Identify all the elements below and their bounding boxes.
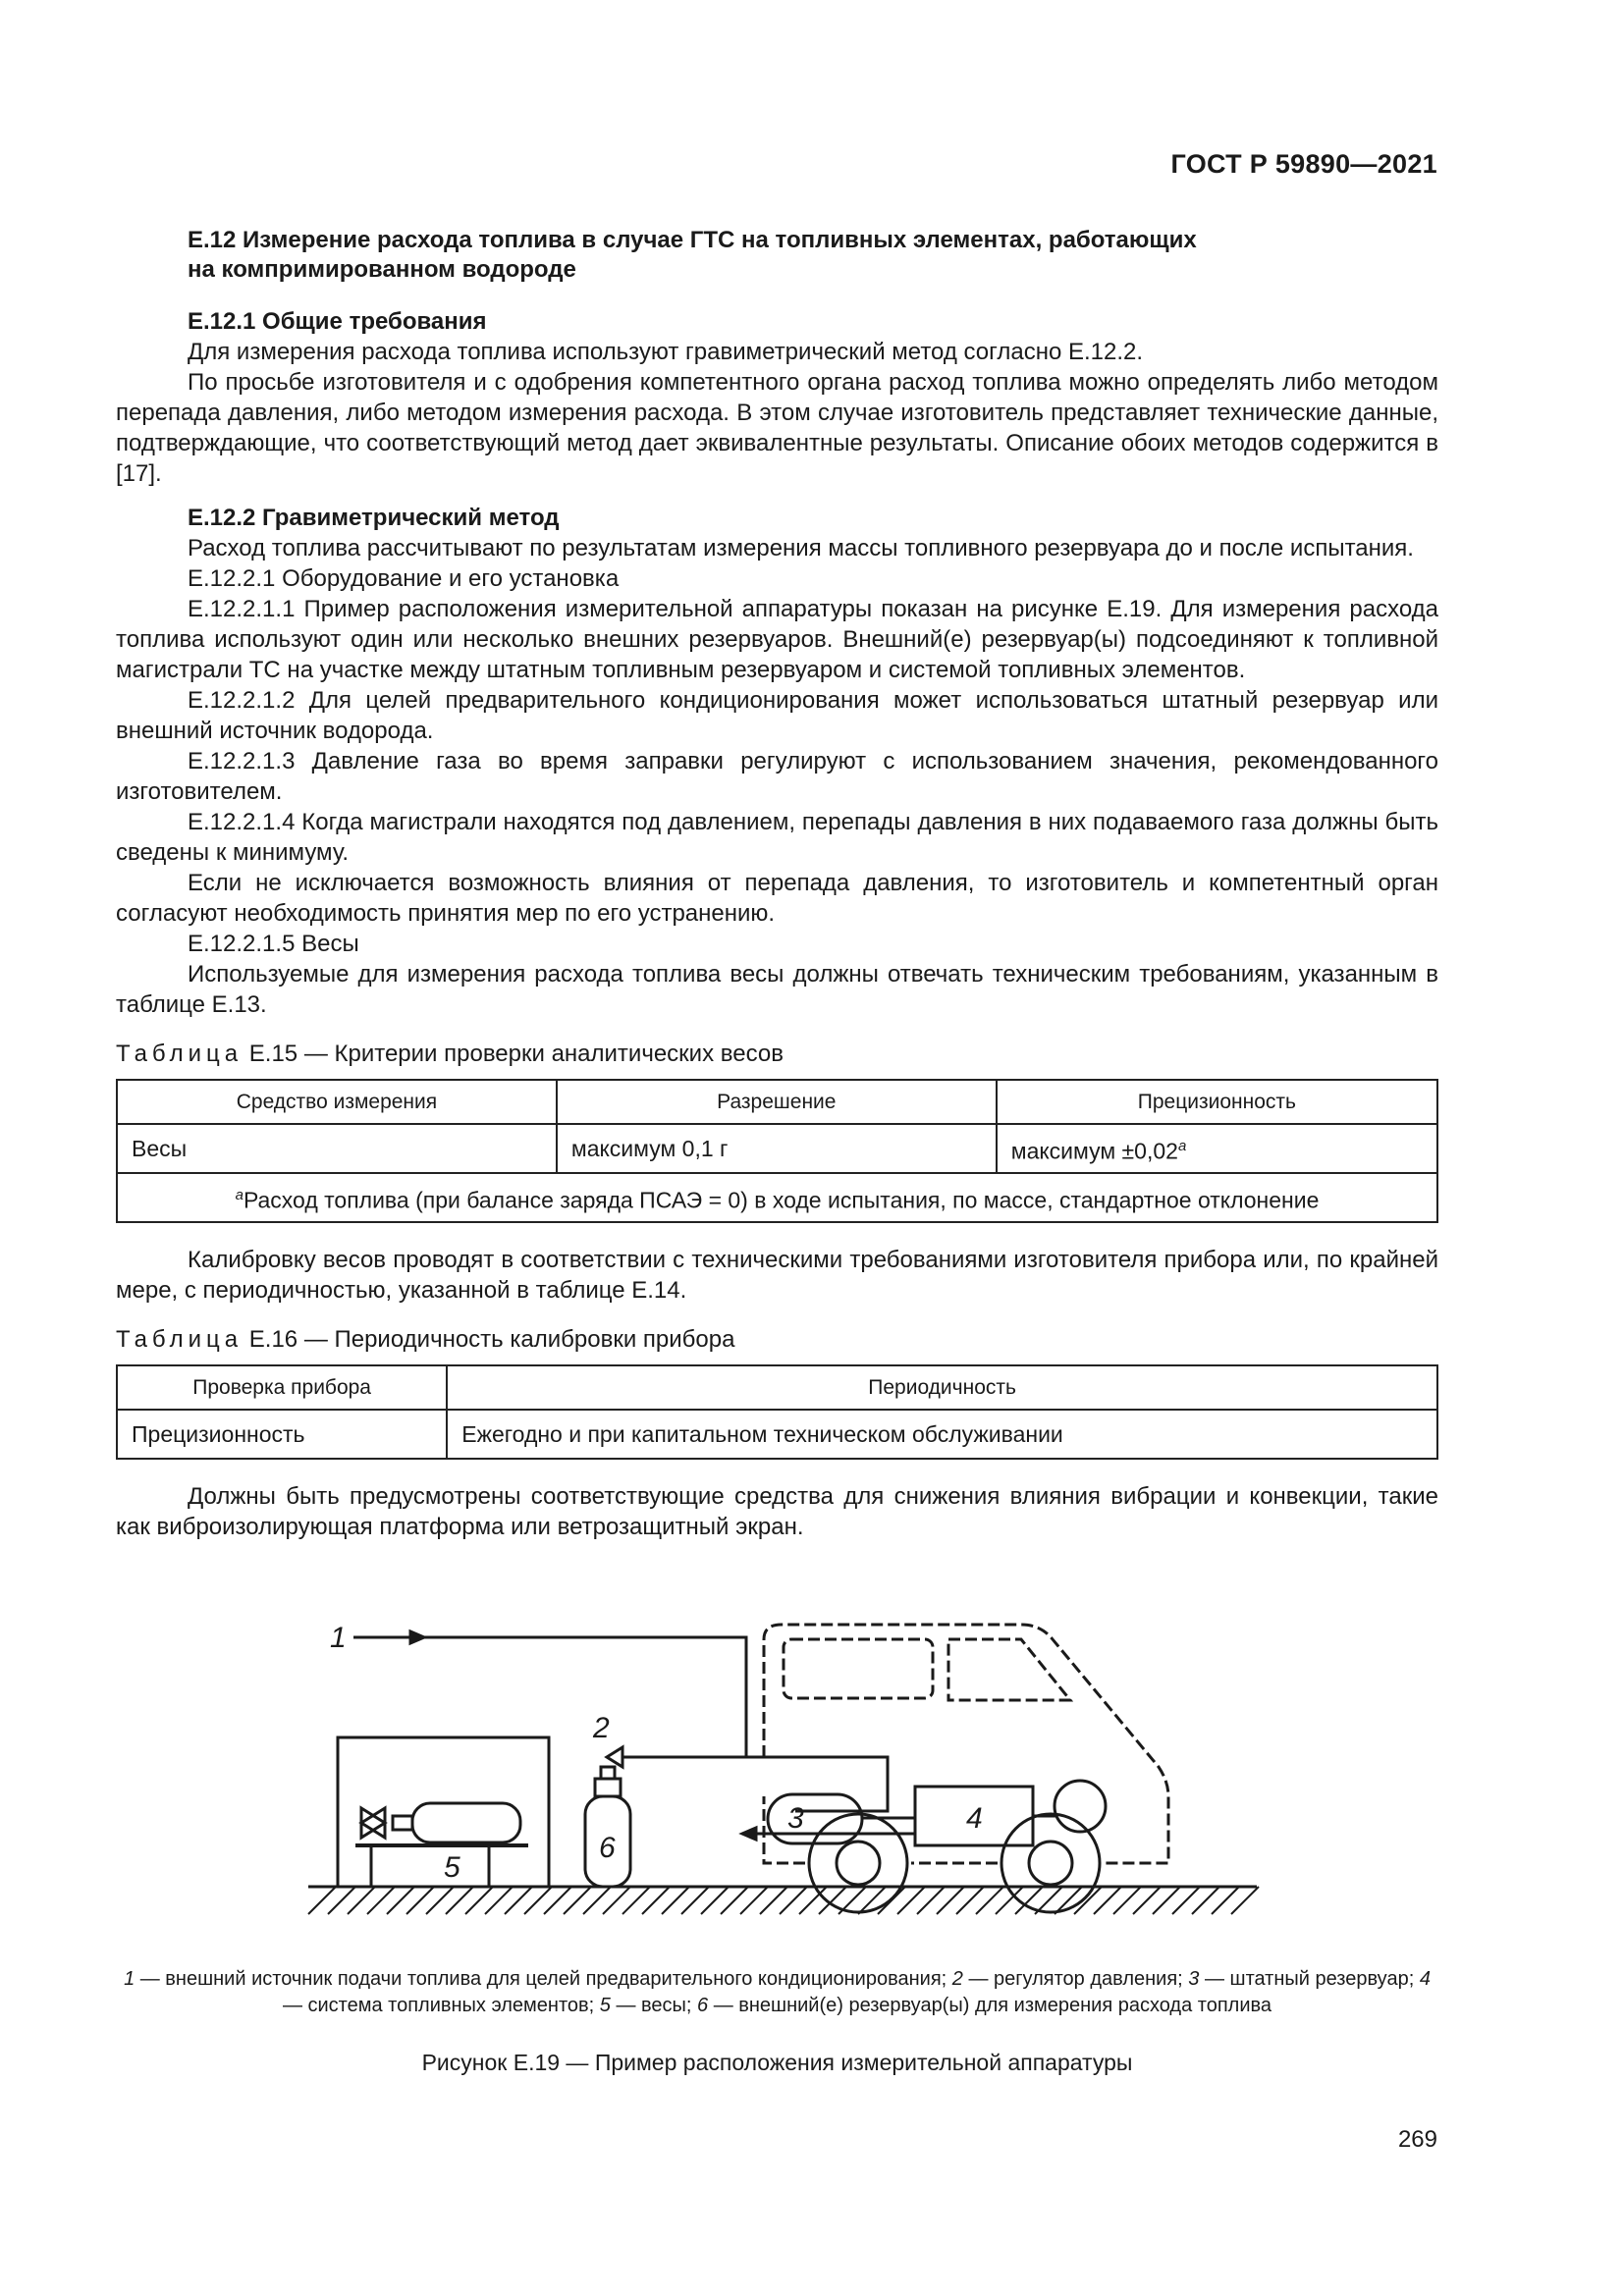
table-cell-precision bbox=[997, 1124, 1437, 1173]
table-row bbox=[117, 1410, 1437, 1459]
figure-label-1: 1 bbox=[330, 1622, 347, 1654]
figure-e19-diagram bbox=[295, 1600, 1267, 1934]
figure-legend bbox=[116, 1966, 1438, 2019]
section-title-line-1: Е.12 Измерение расхода топлива в случае ГТС на топливных элементах, работающих bbox=[188, 227, 1197, 253]
ground-hatching bbox=[308, 1887, 1259, 1914]
legend-num: 6 bbox=[697, 1995, 709, 2016]
legend-text: — регулятор давления; bbox=[962, 1968, 1189, 1990]
standard-code: ГОСТ Р 59890—2021 bbox=[1170, 149, 1437, 179]
table-header-row bbox=[117, 1080, 1437, 1124]
legend-num: 4 bbox=[1419, 1968, 1431, 1990]
table-caption-e16 bbox=[116, 1325, 1438, 1355]
paragraph: Используемые для измерения расхода топлива весы должны отвечать техническим требованиям, указанным в таблице Е.13. bbox=[116, 961, 1438, 1018]
paragraph: Е.12.2.1.1 Пример расположения измерительной аппаратуры показан на рисунке Е.19. Для измерения расхода топлива используют один или несколько внешних резервуаров. Внешний(е) резервуар(ы) подсоединяют к топливной магистрали ТС на участке между штатным топливным резервуаром и системой топливных элементов. bbox=[116, 596, 1438, 683]
table-e16 bbox=[116, 1364, 1438, 1460]
figure-label-5: 5 bbox=[444, 1851, 460, 1884]
legend-num: 3 bbox=[1188, 1968, 1200, 1990]
subsection-title-e12-1: Е.12.1 Общие требования bbox=[188, 308, 487, 335]
table-header-cell: Прецизионность bbox=[997, 1080, 1437, 1124]
table-header-cell: Проверка прибора bbox=[117, 1365, 447, 1410]
section-title bbox=[116, 226, 1438, 285]
page-number: 269 bbox=[1397, 2126, 1437, 2153]
main-content bbox=[116, 226, 1438, 1542]
table-cell: Прецизионность bbox=[117, 1410, 447, 1459]
paragraph: Е.12.2.1.4 Когда магистрали находятся под давлением, перепады давления в них подаваемого газа должны быть сведены к минимуму. bbox=[116, 809, 1438, 866]
paragraph: Е.12.2.1 Оборудование и его установка bbox=[188, 565, 620, 592]
table-cell: Весы bbox=[117, 1124, 557, 1173]
figure-caption: Рисунок Е.19 — Пример расположения измерительной аппаратуры bbox=[421, 2050, 1133, 2075]
paragraph: По просьбе изготовителя и с одобрения компетентного органа расход топлива можно определять либо методом перепада давления, либо методом измерения расхода. В этом случае изготовитель представляет технические данные, подтверждающие, что соответствующий метод дает эквивалентные результаты. Описание обоих методов содержится в [17]. bbox=[116, 369, 1438, 487]
paragraph: Расход топлива рассчитывают по результатам измерения массы топливного резервуара до и после испытания. bbox=[188, 535, 1414, 561]
supply-line bbox=[424, 1637, 746, 1757]
subsection-title-e12-2: Е.12.2 Гравиметрический метод bbox=[188, 505, 560, 531]
table-caption-e15 bbox=[116, 1040, 1438, 1069]
table-caption-prefix: Таблица bbox=[116, 1041, 243, 1067]
paragraph: Е.12.2.1.3 Давление газа во время заправки регулируют с использованием значения, рекомендованного изготовителем. bbox=[116, 748, 1438, 805]
cylinder-on-scales bbox=[412, 1803, 520, 1842]
table-e15 bbox=[116, 1079, 1438, 1223]
table-header-cell: Периодичность bbox=[447, 1365, 1437, 1410]
legend-num: 1 bbox=[124, 1968, 135, 1990]
paragraph: Для измерения расхода топлива используют гравиметрический метод согласно Е.12.2. bbox=[188, 339, 1144, 365]
valve-symbol bbox=[361, 1808, 385, 1838]
table-note-text: Расход топлива (при балансе заряда ПСАЭ = 0) в ходе испытания, по массе, стандартное отклонение bbox=[243, 1187, 1320, 1213]
footnote-mark: a bbox=[235, 1186, 243, 1203]
legend-text: — внешний источник подачи топлива для целей предварительного кондиционирования; bbox=[135, 1968, 952, 1990]
figure-label-3: 3 bbox=[787, 1802, 804, 1835]
legend-num: 2 bbox=[951, 1968, 963, 1990]
regulator-line bbox=[622, 1757, 888, 1811]
table-cell-text: максимум ±0,02 bbox=[1010, 1138, 1178, 1164]
table-row bbox=[117, 1124, 1437, 1173]
table-header-cell: Средство измерения bbox=[117, 1080, 557, 1124]
table-cell: Ежегодно и при капитальном техническом обслуживании bbox=[447, 1410, 1437, 1459]
legend-text: — внешний(е) резервуар(ы) для измерения расхода топлива bbox=[708, 1995, 1272, 2016]
legend-text: — весы; bbox=[610, 1995, 698, 2016]
pressure-regulator bbox=[607, 1747, 622, 1767]
scales-platform bbox=[371, 1845, 489, 1887]
figure-label-6: 6 bbox=[599, 1832, 616, 1864]
legend-num: 5 bbox=[599, 1995, 611, 2016]
paragraph: Калибровку весов проводят в соответствии с техническими требованиями изготовителя прибора или, по крайней мере, с периодичностью, указанной в таблице Е.14. bbox=[116, 1247, 1438, 1304]
figure-label-2: 2 bbox=[593, 1712, 610, 1744]
figure-label-4: 4 bbox=[966, 1802, 983, 1835]
table-note-row bbox=[117, 1173, 1437, 1222]
section-title-line-2: на компримированном водороде bbox=[188, 256, 576, 283]
legend-text: — система топливных элементов; bbox=[282, 1995, 600, 2016]
fuel-tank bbox=[768, 1794, 862, 1843]
table-header-cell: Разрешение bbox=[557, 1080, 997, 1124]
table-header-row bbox=[117, 1365, 1437, 1410]
table-caption-prefix: Таблица bbox=[116, 1326, 243, 1353]
cylinder-valve bbox=[393, 1816, 412, 1830]
rear-wheel bbox=[809, 1814, 907, 1912]
paragraph: Если не исключается возможность влияния от перепада давления, то изготовитель и компетентный орган согласуют необходимость принятия мер по его устранению. bbox=[116, 870, 1438, 927]
paragraph: Е.12.2.1.2 Для целей предварительного кондиционирования может использоваться штатный резервуар или внешний источник водорода. bbox=[116, 687, 1438, 744]
table-caption-text: Е.16 — Периодичность калибровки прибора bbox=[248, 1326, 735, 1353]
table-caption-text: Е.15 — Критерии проверки аналитических весов bbox=[248, 1041, 784, 1067]
paragraph: Должны быть предусмотрены соответствующие средства для снижения влияния вибрации и конвекции, такие как виброизолирующая платформа или ветрозащитный экран. bbox=[116, 1483, 1438, 1540]
paragraph: Е.12.2.1.5 Весы bbox=[188, 931, 359, 957]
legend-text: — штатный резервуар; bbox=[1199, 1968, 1420, 1990]
table-note bbox=[117, 1173, 1437, 1222]
table-cell: максимум 0,1 г bbox=[557, 1124, 997, 1173]
external-cylinder-neck bbox=[595, 1779, 621, 1796]
footnote-mark: a bbox=[1177, 1137, 1187, 1154]
